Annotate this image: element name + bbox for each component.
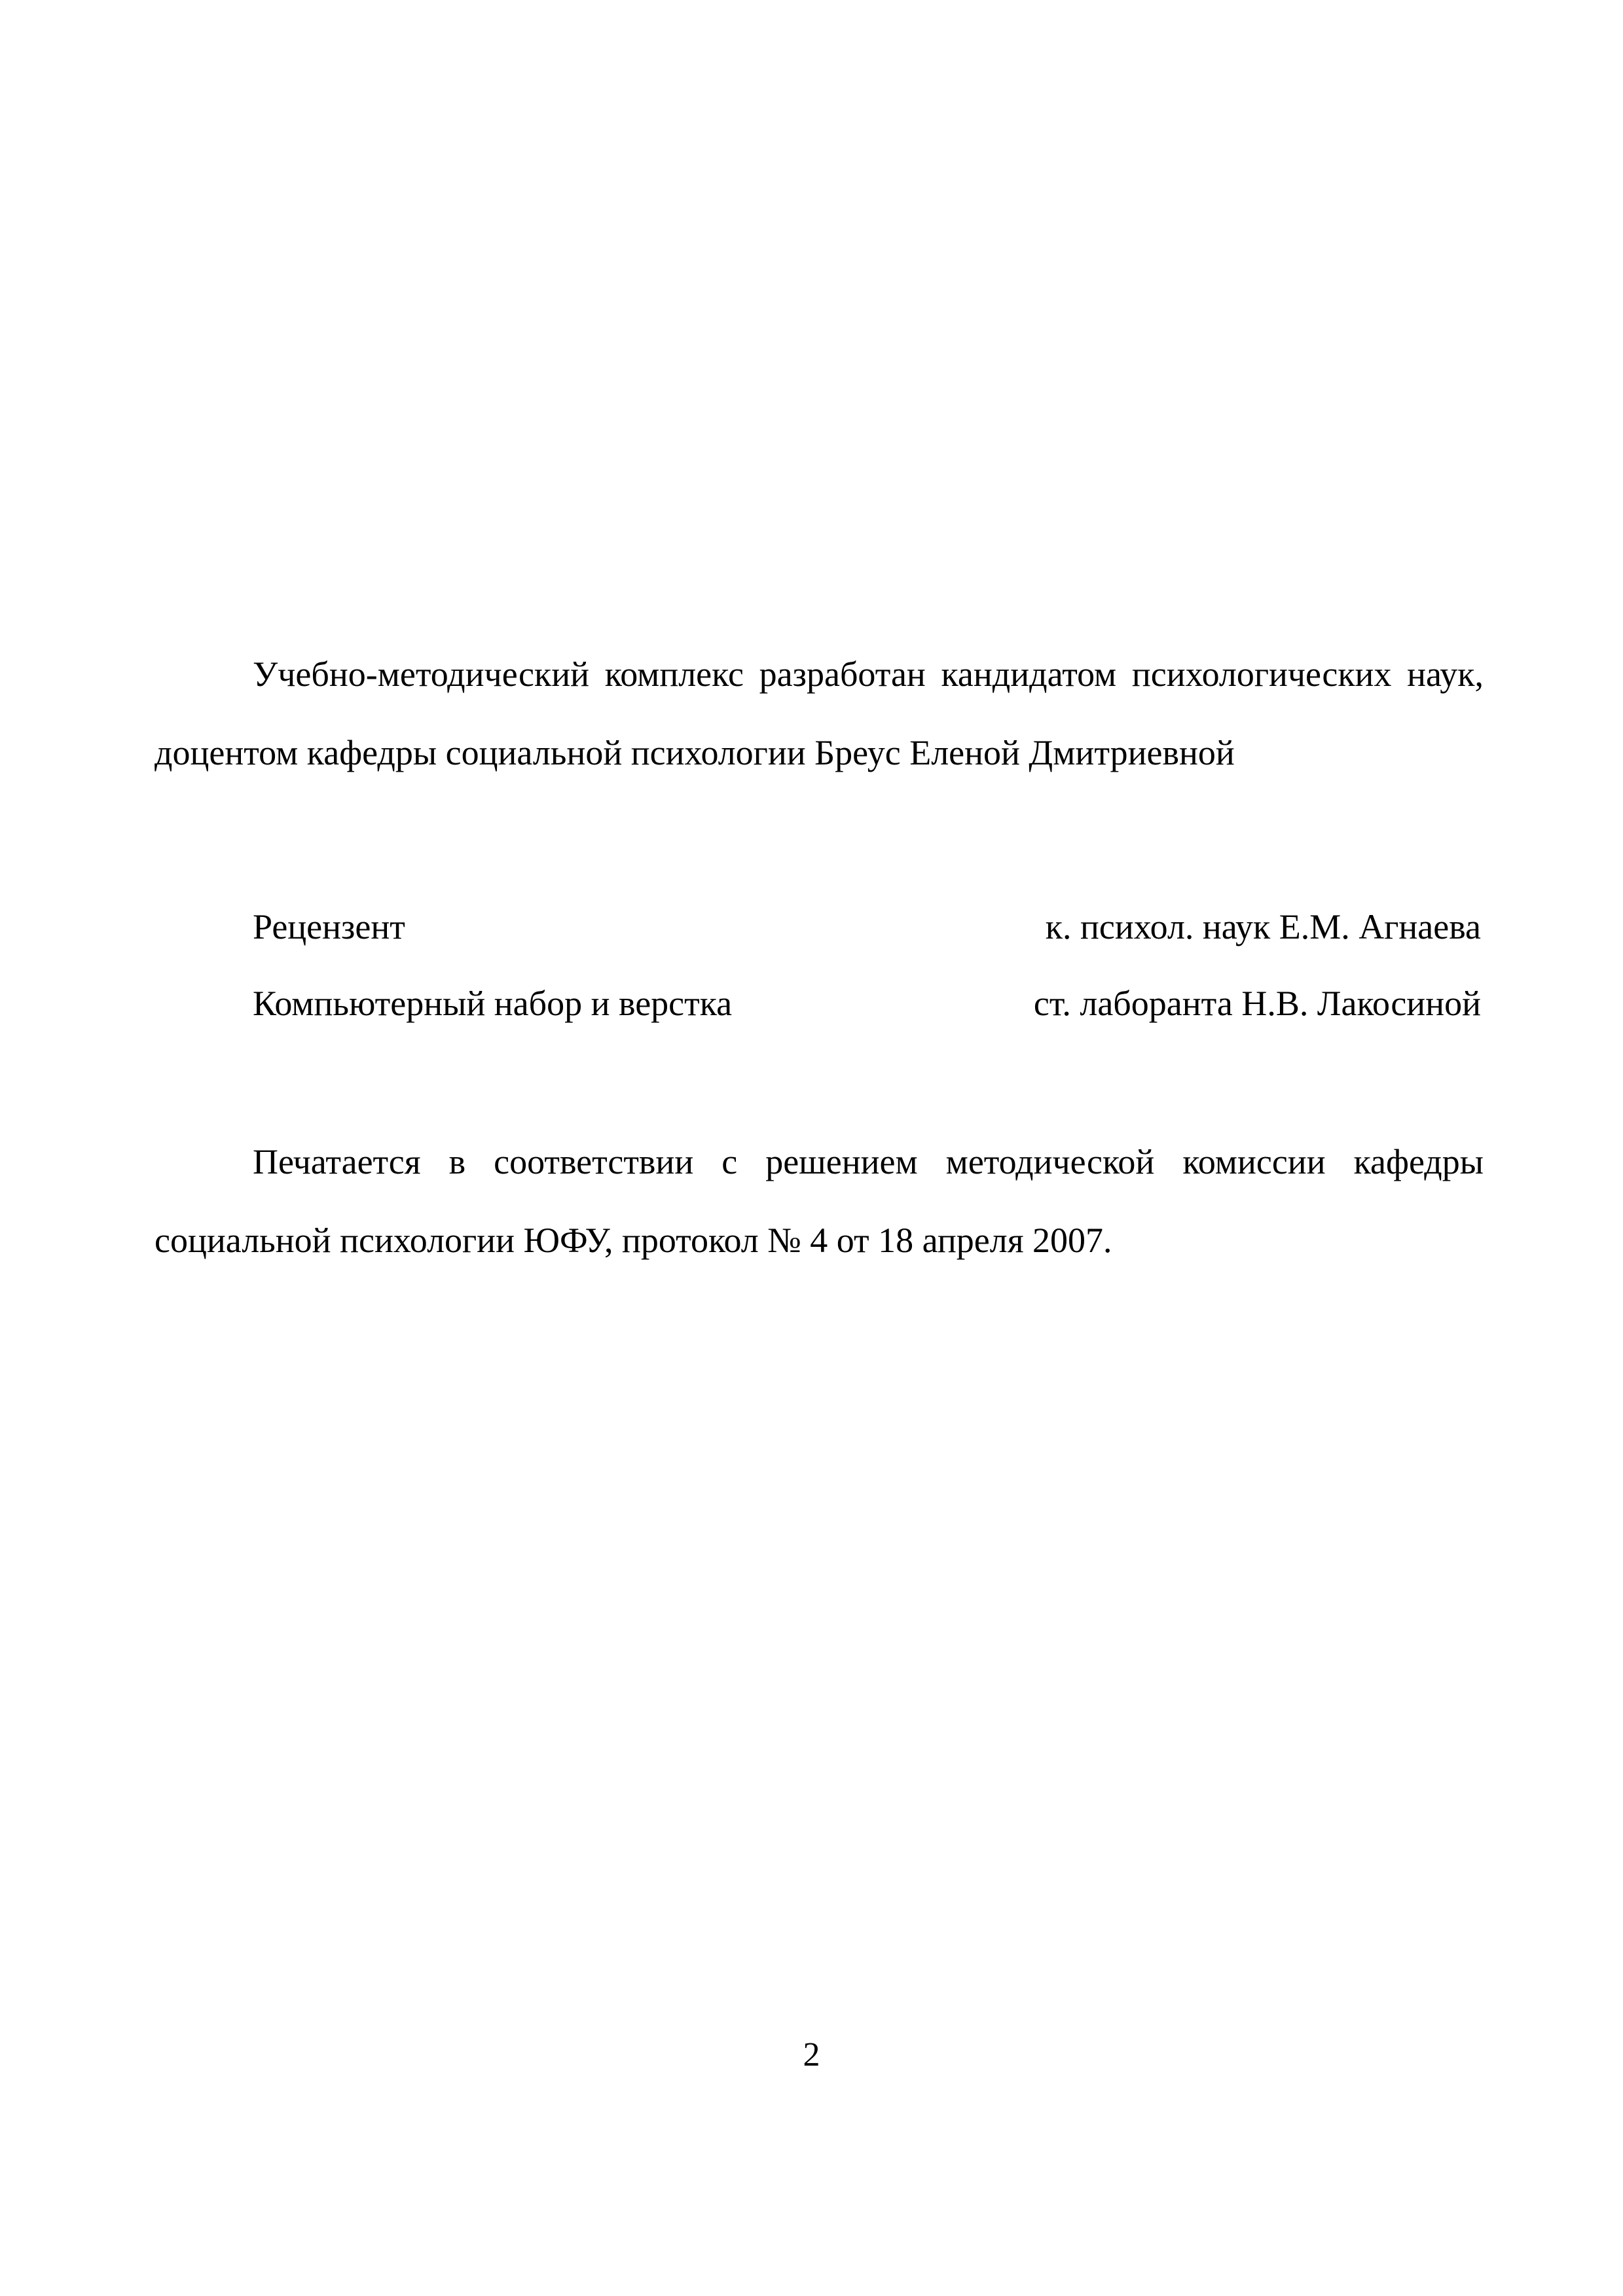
credit-label: Компьютерный набор и верстка	[253, 984, 733, 1023]
approval-paragraph: Печатается в соответствии с решением методической комиссии кафедры социальной психологии ЮФУ, протокол № 4 от 18 апреля 2007.	[155, 1142, 1484, 1260]
page-number: 2	[803, 2036, 820, 2073]
credit-row-typesetting	[253, 983, 1481, 1029]
intro-paragraph: Учебно-методический комплекс разработан кандидатом психологических наук, доцентом кафедры социальной психологии Бреус Еленой Дмитриевной	[155, 655, 1484, 772]
credit-value: к. психол. наук Е.М. Агнаева	[1045, 907, 1481, 946]
credit-label: Рецензент	[253, 907, 405, 946]
credit-row-reviewer	[253, 906, 1481, 952]
credit-value: ст. лаборанта Н.В. Лакосиной	[1033, 984, 1481, 1023]
